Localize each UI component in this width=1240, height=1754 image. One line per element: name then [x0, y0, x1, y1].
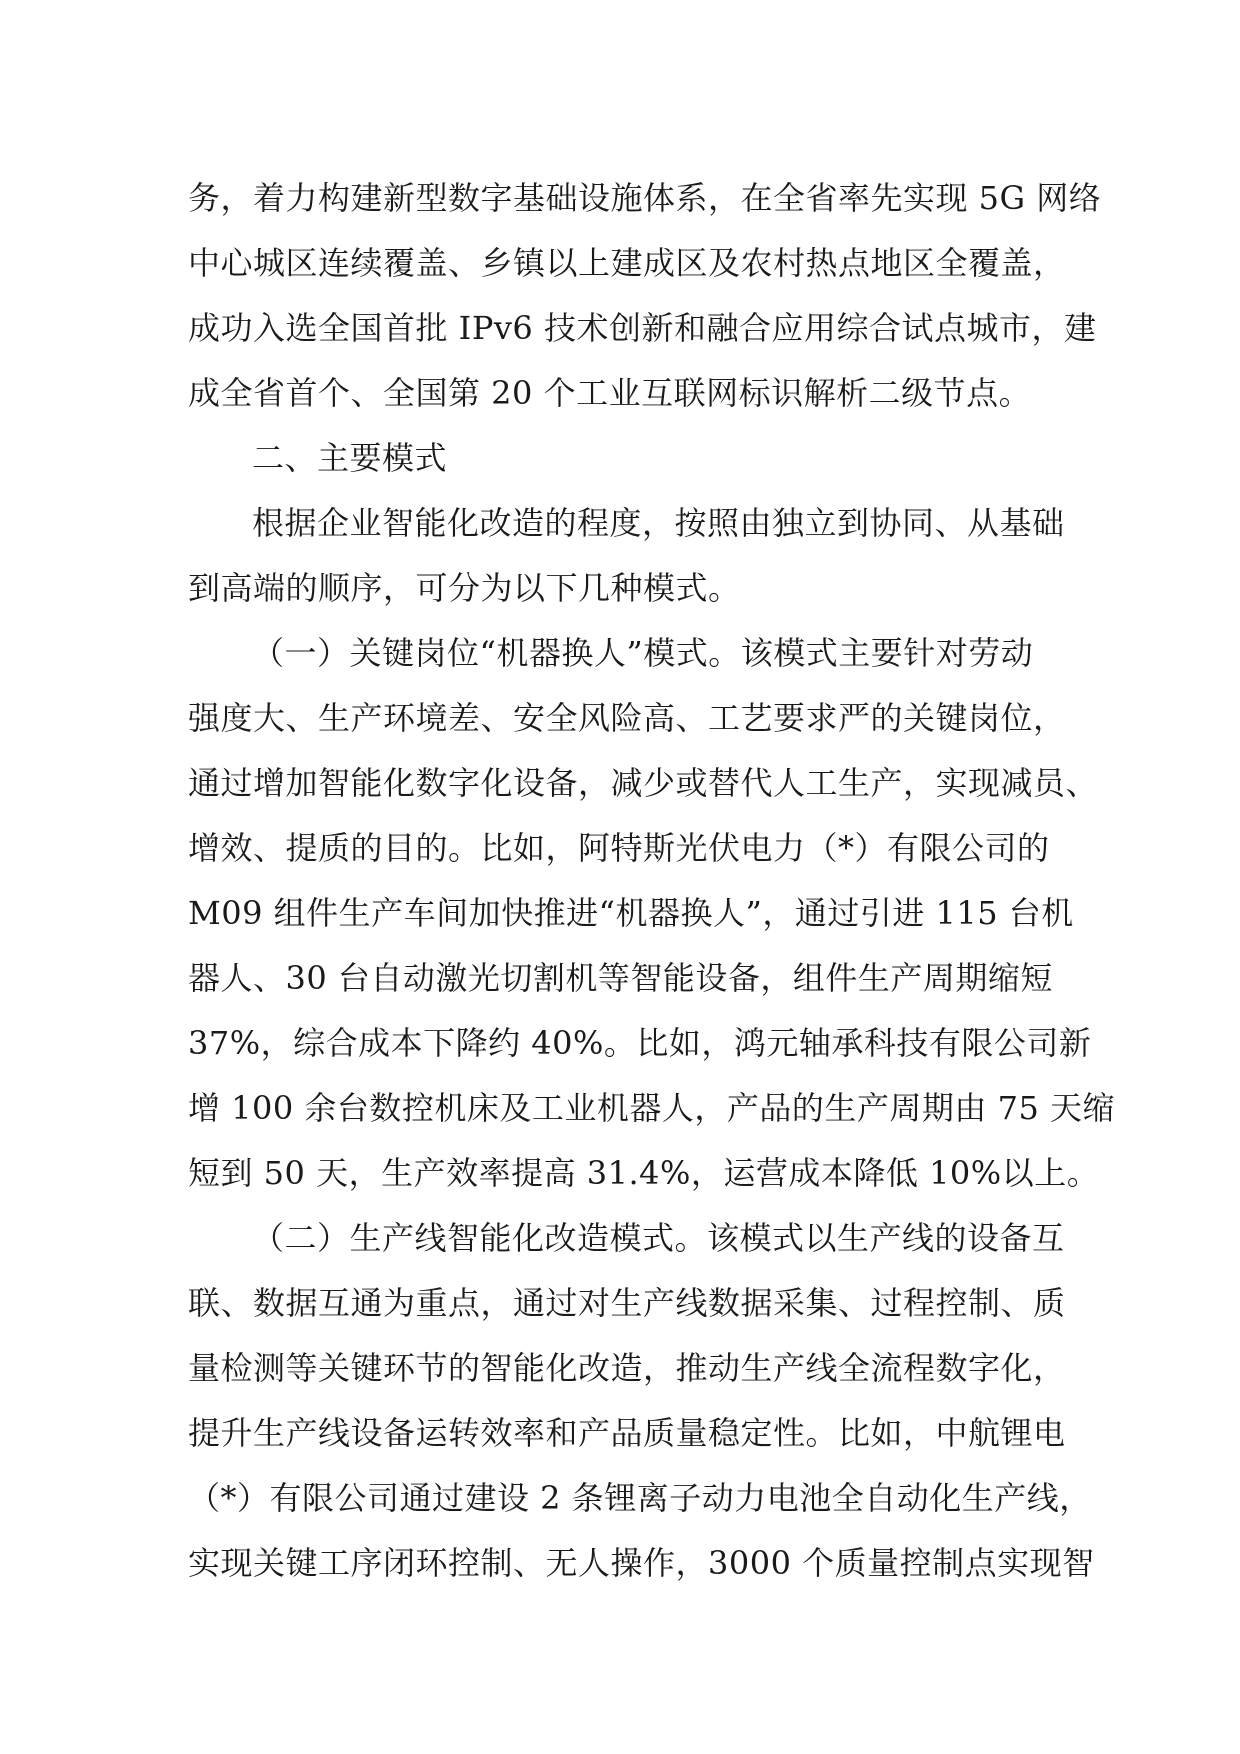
text-line-2: 中心城区连续覆盖、乡镇以上建成区及农村热点地区全覆盖，	[188, 244, 1066, 282]
text-line-1: 务，着力构建新型数字基础设施体系，在全省率先实现 5G 网络	[188, 179, 1102, 217]
subsection-2-line-6: 实现关键工序闭环控制、无人操作，3000 个质量控制点实现智	[188, 1544, 1095, 1582]
subsection-1-line-7: 37%，综合成本下降约 40%。比如，鸿元轴承科技有限公司新	[188, 1024, 1092, 1062]
subsection-2-line-4: 提升生产线设备运转效率和产品质量稳定性。比如，中航锂电	[188, 1414, 1066, 1452]
text-line-4: 成全省首个、全国第 20 个工业互联网标识解析二级节点。	[188, 374, 1032, 412]
subsection-2-line-1: （二）生产线智能化改造模式。该模式以生产线的设备互	[252, 1219, 1065, 1257]
subsection-1-line-8: 增 100 余台数控机床及工业机器人，产品的生产周期由 75 天缩	[188, 1089, 1115, 1127]
text-line-7: 到高端的顺序，可分为以下几种模式。	[188, 569, 741, 607]
subsection-1-line-4: 增效、提质的目的。比如，阿特斯光伏电力（*）有限公司的	[188, 829, 1050, 867]
subsection-1-line-3: 通过增加智能化数字化设备，减少或替代人工生产，实现减员、	[188, 764, 1099, 802]
subsection-2-line-3: 量检测等关键环节的智能化改造，推动生产线全流程数字化，	[188, 1349, 1066, 1387]
text-line-3: 成功入选全国首批 IPv6 技术创新和融合应用综合试点城市，建	[188, 309, 1097, 347]
subsection-1-line-2: 强度大、生产环境差、安全风险高、工艺要求严的关键岗位，	[188, 699, 1066, 737]
section-heading: 二、主要模式	[252, 439, 448, 477]
subsection-1-line-9: 短到 50 天，生产效率提高 31.4%，运营成本降低 10%以上。	[188, 1154, 1100, 1192]
subsection-1-line-1: （一）关键岗位“机器换人”模式。该模式主要针对劳动	[252, 634, 1034, 672]
document-body	[188, 166, 1115, 1596]
subsection-1-line-6: 器人、30 台自动激光切割机等智能设备，组件生产周期缩短	[188, 959, 1053, 997]
subsection-2-line-2: 联、数据互通为重点，通过对生产线数据采集、过程控制、质	[188, 1284, 1066, 1322]
subsection-1-line-5: M09 组件生产车间加快推进“机器换人”，通过引进 115 台机	[188, 894, 1074, 932]
subsection-2-line-5: （*）有限公司通过建设 2 条锂离子动力电池全自动化生产线，	[188, 1479, 1092, 1517]
text-line-6: 根据企业智能化改造的程度，按照由独立到协同、从基础	[252, 504, 1065, 542]
